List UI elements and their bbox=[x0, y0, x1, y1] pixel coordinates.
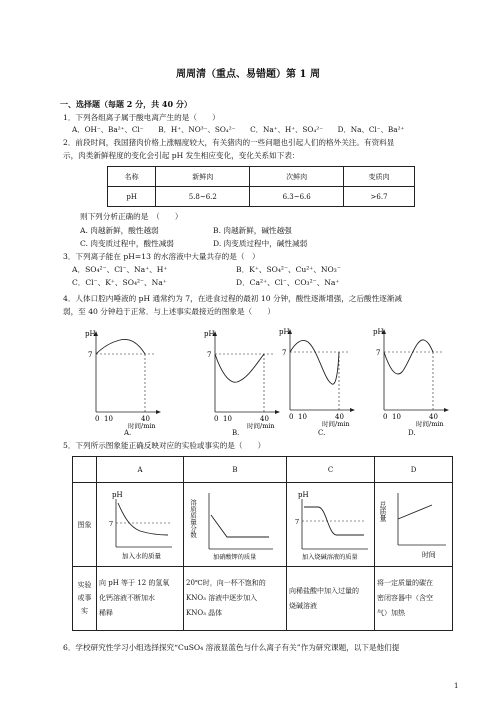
q1-stem: 1．下列各组离子属于酸电离产生的是（ ） bbox=[63, 113, 220, 122]
table-cell: 5.8~6.2 bbox=[156, 187, 250, 207]
q4-graph-b bbox=[203, 324, 283, 430]
q3-option-d: D．Ca²⁺、Cl⁻、CO₃²⁻、Na⁺ bbox=[236, 278, 340, 287]
fact-line: KNO₃ 溶液中逐步加入 bbox=[186, 594, 258, 602]
q5-graph-a bbox=[100, 487, 180, 563]
q1-options: A．OH⁻、Ba²⁺、Cl⁻ B．H⁺、NO³⁻、SO₄²⁻ C．Na⁺、H⁺、SO₄²⁻ D．Na、Cl⁻、Ba²⁺ bbox=[72, 125, 405, 134]
q2-ask: 则下列分析正确的是 （ ） bbox=[80, 212, 183, 221]
fact-line: 向稀盐酸中加入过量的 bbox=[289, 586, 359, 595]
axis-label-total-mass: 总质量 bbox=[377, 500, 386, 521]
corner-cell bbox=[73, 457, 97, 483]
axis-label-ph: pH bbox=[85, 330, 96, 338]
q4-line2: 弱，至 40 分钟趋于正常．与上述事实最接近的图象是（ ） bbox=[63, 307, 275, 316]
axis-label-kno3: 加硝酸钾的质量 bbox=[213, 553, 257, 561]
q3-option-a: A．SO₄²⁻、Cl⁻、Na⁺、H⁺ bbox=[72, 265, 168, 274]
row-label-line: 或事 bbox=[77, 594, 92, 602]
q5-graph-d bbox=[376, 487, 452, 563]
tick-label-7: 7 bbox=[282, 349, 287, 357]
axis-label-time: 时间/min bbox=[416, 420, 444, 428]
q4-line1: 4．人体口腔内唾液的 pH 通常约为 7，在进食过程的最初 10 分钟，酸性逐渐增强，之后酸性逐渐减 bbox=[63, 294, 403, 303]
tick-label-0: 0 bbox=[289, 413, 294, 421]
axis-label-time: 时间 bbox=[421, 550, 436, 559]
graph-cell-a bbox=[97, 483, 184, 567]
table-cell: 6.3~6.6 bbox=[250, 187, 344, 207]
q4-graph-c bbox=[278, 322, 358, 428]
table-header: 名称 bbox=[108, 167, 156, 187]
q2-option-b: B. 肉越新鲜，碱性越强 bbox=[213, 226, 292, 235]
fact-line: 将一定质量的碳在 bbox=[377, 579, 433, 587]
q5-graph-b bbox=[187, 487, 283, 563]
q5-stem: 5．下列所示图象能正确反映对应的实验或事实的是（ ） bbox=[63, 441, 266, 450]
page-title: 周周清（重点、易错题）第 1 周 bbox=[176, 69, 320, 80]
graph-cell-b bbox=[184, 483, 287, 567]
axis-label-time: 时间/min bbox=[322, 420, 350, 428]
tick-label-10: 10 bbox=[104, 415, 113, 423]
q3-stem: 3．下列离子能在 pH=13 的水溶液中大量共存的是（ ） bbox=[63, 252, 260, 261]
tick-label-7: 7 bbox=[109, 519, 114, 528]
fact-line: 烧碱溶液 bbox=[289, 601, 317, 610]
row-label-graph: 图象 bbox=[73, 483, 97, 567]
fact-cell-b bbox=[184, 567, 287, 631]
q2-line1: 2．前段时间，我国猪肉价格上涨幅度较大，有关猪肉的一些问题也引起人们的格外关注。有资料显 bbox=[63, 138, 395, 147]
q6-stem: 6．学校研究性学习小组选择探究“CuSO₄ 溶液显蓝色与什么离子有关”作为研究课题，以下是他们提 bbox=[63, 643, 400, 652]
tick-label-10: 10 bbox=[298, 413, 307, 421]
axis-label-mass-fraction: 溶质质量分数 bbox=[189, 498, 197, 538]
table-cell: pH bbox=[108, 187, 156, 207]
table-header: 变质肉 bbox=[344, 167, 415, 187]
graph-cell-d bbox=[375, 483, 453, 567]
axis-label-ph: pH bbox=[373, 328, 384, 336]
tick-label-10: 10 bbox=[392, 413, 401, 421]
axis-label-ph: pH bbox=[204, 330, 215, 338]
table-cell: >6.7 bbox=[344, 187, 415, 207]
q4-graph-d bbox=[372, 322, 452, 428]
q2-option-a: A. 肉越新鲜，酸性越弱 bbox=[80, 226, 159, 235]
graph-label-d: D. bbox=[408, 429, 416, 437]
tick-label-7: 7 bbox=[376, 349, 381, 357]
row-label-line: 实 bbox=[81, 607, 88, 615]
tick-label-10: 10 bbox=[223, 415, 232, 423]
axis-label-ph: pH bbox=[112, 490, 123, 499]
fact-line: 稀释 bbox=[99, 609, 113, 617]
tick-label-7: 7 bbox=[294, 517, 299, 526]
graph-label-a: A. bbox=[124, 429, 132, 437]
fact-line: KNO₃ 晶体 bbox=[186, 609, 223, 617]
axis-label-water: 加入水的质量 bbox=[122, 551, 161, 560]
column-header: A bbox=[97, 457, 184, 483]
q3-option-b: B．K⁺、SO₄²⁻、Cu²⁺、NO₃⁻ bbox=[236, 265, 341, 274]
tick-label-0: 0 bbox=[95, 415, 100, 423]
axis-label-naoh: 加入烧碱溶液的质量 bbox=[301, 553, 358, 561]
fact-line: 化钙溶液不断加水 bbox=[99, 594, 155, 602]
fact-cell-d bbox=[375, 567, 453, 631]
fact-line: 密闭容器中（含空 bbox=[377, 594, 433, 602]
axis-label-ph: pH bbox=[297, 490, 309, 499]
column-header: B bbox=[184, 457, 287, 483]
q2-line2: 示，肉类新鲜程度的变化会引起 pH 发生相应变化，变化关系如下表： bbox=[63, 151, 300, 160]
fact-cell-c bbox=[287, 567, 375, 631]
graph-label-b: B. bbox=[232, 429, 240, 437]
fact-cell-a bbox=[97, 567, 184, 631]
axis-label-time: 时间/min bbox=[247, 422, 275, 430]
tick-label-7: 7 bbox=[207, 351, 212, 359]
column-header: C bbox=[287, 457, 375, 483]
fact-line: 气）加热 bbox=[377, 609, 405, 617]
q2-option-c: C. 肉变质过程中，酸性减弱 bbox=[80, 239, 174, 248]
axis-label-ph: pH bbox=[279, 328, 290, 336]
fact-line: 向 pH 等于 12 的氢氧 bbox=[99, 579, 170, 587]
axis-label-time: 时间/min bbox=[128, 422, 156, 430]
table-header: 新鲜肉 bbox=[156, 167, 250, 187]
row-label-line: 实验 bbox=[77, 581, 92, 589]
tick-label-7: 7 bbox=[88, 351, 93, 359]
q5-table bbox=[72, 456, 453, 631]
tick-label-0: 0 bbox=[214, 415, 219, 423]
tick-label-40: 40 bbox=[141, 415, 150, 423]
q5-graph-c bbox=[288, 487, 374, 563]
tick-label-0: 0 bbox=[383, 413, 388, 421]
tick-label-40: 40 bbox=[260, 415, 269, 423]
section-heading: 一、选择题（每题 2 分，共 40 分） bbox=[60, 99, 192, 109]
q4-graph-a bbox=[84, 324, 164, 430]
q3-option-c: C．Cl⁻、K⁺、SO₄²⁻、Na⁺ bbox=[72, 278, 167, 287]
table-header: 次鲜肉 bbox=[250, 167, 344, 187]
page-number: 1 bbox=[454, 682, 459, 690]
row-label-fact bbox=[73, 567, 97, 631]
q2-option-d: D. 肉变质过程中，碱性减弱 bbox=[213, 239, 308, 248]
fact-line: 20℃时，向一杯不饱和的 bbox=[186, 579, 266, 587]
graph-cell-c bbox=[287, 483, 375, 567]
graph-label-c: C. bbox=[318, 429, 326, 437]
column-header: D bbox=[375, 457, 453, 483]
tick-label-40: 40 bbox=[335, 413, 344, 421]
tick-label-40: 40 bbox=[429, 413, 438, 421]
q2-ph-table bbox=[107, 166, 415, 207]
